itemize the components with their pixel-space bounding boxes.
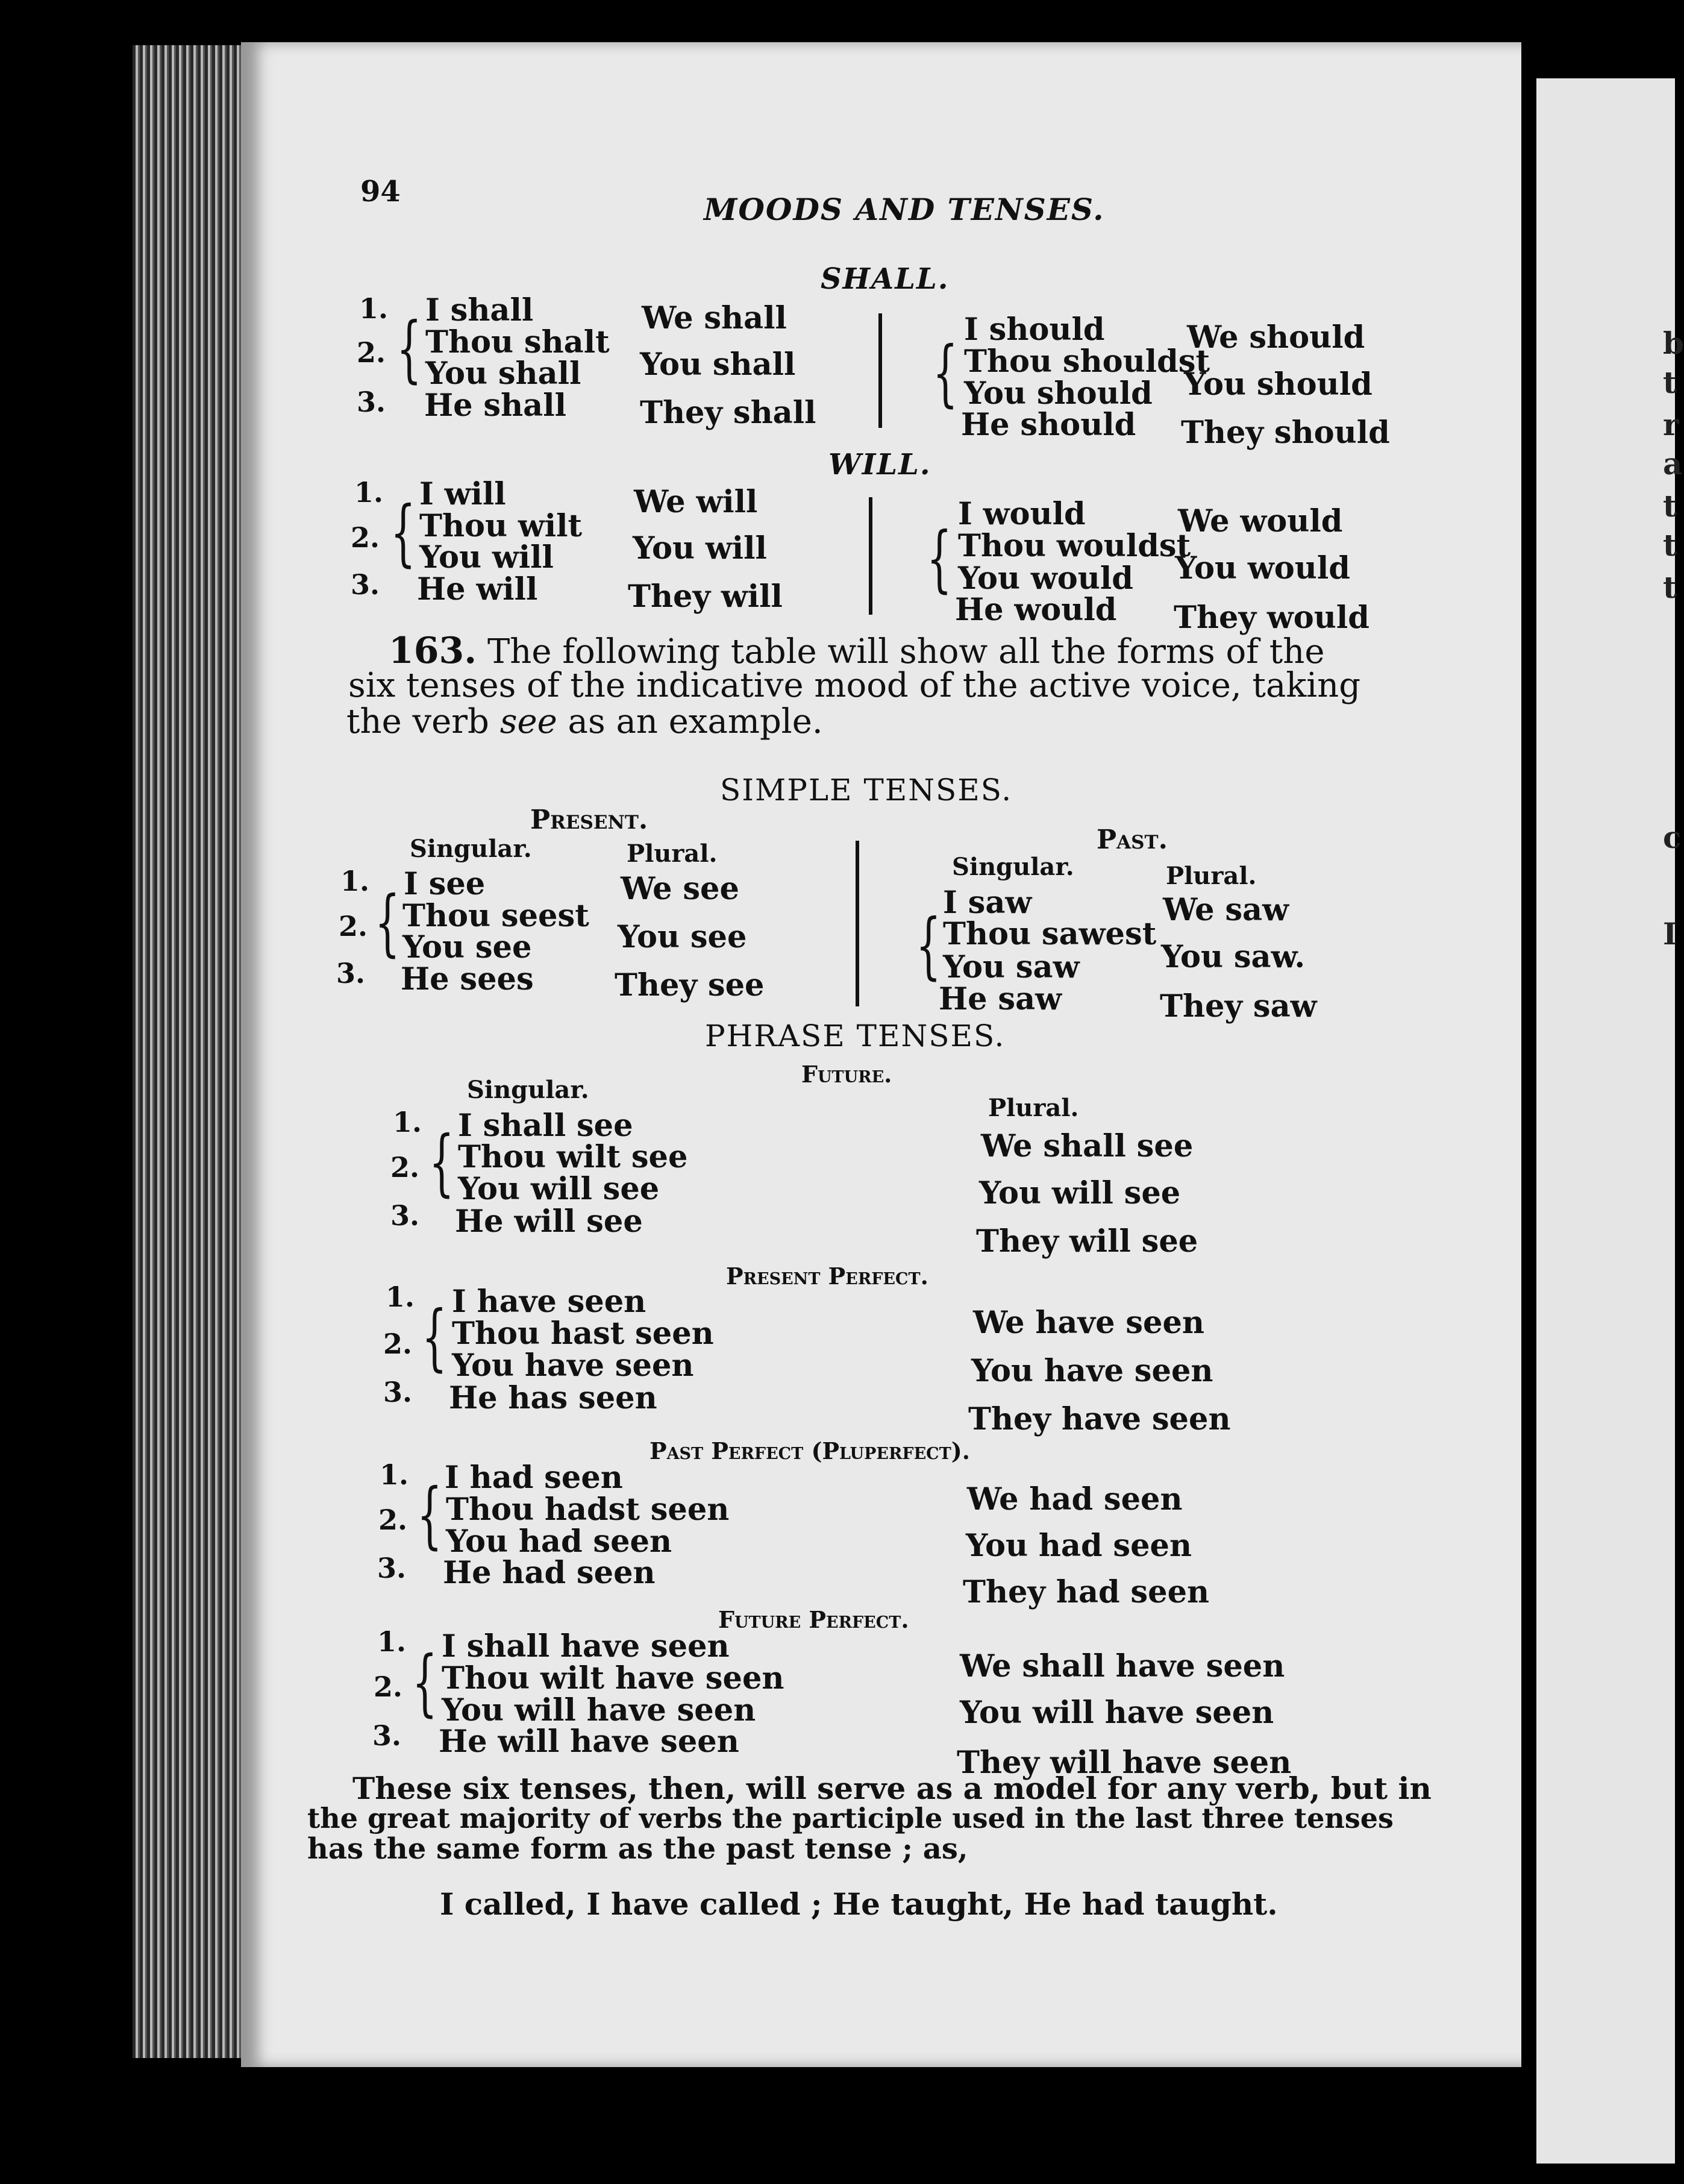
person-number: 1. xyxy=(359,292,389,325)
should-singular: He should xyxy=(961,407,1136,443)
facing-page-letter: I xyxy=(1663,916,1677,952)
facing-page-letter: a xyxy=(1663,446,1683,482)
plural-label: Plural. xyxy=(988,1094,1079,1122)
past-perfect-singular: He had seen xyxy=(443,1555,656,1591)
future-perfect-singular: You will have seen xyxy=(442,1692,756,1728)
past-plural: We saw xyxy=(1163,892,1289,928)
paragraph-number: 163. xyxy=(389,630,477,672)
future-heading: Future. xyxy=(801,1061,892,1088)
simple-tenses-heading: SIMPLE TENSES. xyxy=(720,773,1013,808)
future-singular: I shall see xyxy=(458,1108,633,1144)
would-plural: You would xyxy=(1175,550,1350,586)
would-singular: You would xyxy=(958,560,1133,597)
future-plural: They will see xyxy=(976,1223,1198,1260)
closing-example: I called, I have called ; He taught, He had taught. xyxy=(440,1886,1278,1922)
paragraph-text: The following table will show all the forms of the xyxy=(487,632,1325,671)
person-number: 1. xyxy=(393,1106,422,1138)
will-plural: You will xyxy=(633,530,767,566)
plural-label: Plural. xyxy=(627,839,718,868)
shall-plural: You shall xyxy=(640,347,796,383)
brace-icon: { xyxy=(412,1641,437,1725)
future-plural: You will see xyxy=(979,1175,1181,1211)
brace-icon: { xyxy=(375,881,400,965)
should-singular: You should xyxy=(964,375,1153,412)
should-plural: You should xyxy=(1184,366,1373,403)
would-plural: They would xyxy=(1174,600,1369,636)
should-plural: We should xyxy=(1187,319,1365,356)
shall-plural: We shall xyxy=(642,300,787,336)
past-perfect-heading: Past Perfect (Pluperfect). xyxy=(649,1437,970,1464)
past-heading: Past. xyxy=(1097,824,1168,855)
past-perfect-singular: Thou hadst seen xyxy=(446,1492,730,1528)
facing-page-letter: t xyxy=(1663,527,1677,563)
facing-page-letter: t xyxy=(1663,488,1677,524)
person-number: 1. xyxy=(386,1281,415,1313)
brace-icon: { xyxy=(390,491,416,575)
shall-singular: I shall xyxy=(425,292,534,328)
will-singular: He will xyxy=(417,571,538,607)
phrase-tenses-heading: PHRASE TENSES. xyxy=(705,1018,1006,1053)
future-perfect-singular: I shall have seen xyxy=(442,1628,730,1665)
facing-page-letter: t xyxy=(1663,365,1677,400)
person-number: 2. xyxy=(374,1671,403,1703)
present-plural: You see xyxy=(618,919,747,955)
future-perfect-plural: You will have seen xyxy=(960,1695,1274,1731)
column-divider xyxy=(869,497,872,615)
brace-icon: { xyxy=(422,1296,447,1379)
will-plural: They will xyxy=(628,579,783,615)
present-plural: They see xyxy=(615,967,765,1003)
future-singular: He will see xyxy=(455,1203,643,1240)
past-singular: He saw xyxy=(939,981,1062,1017)
future-singular: Thou wilt see xyxy=(458,1139,688,1175)
shall-singular: Thou shalt xyxy=(425,324,610,360)
will-plural: We will xyxy=(634,484,758,520)
brace-icon: { xyxy=(429,1121,454,1205)
plural-label: Plural. xyxy=(1166,862,1257,890)
shall-singular: You shall xyxy=(425,356,581,392)
present-perfect-singular: I have seen xyxy=(452,1284,646,1320)
should-singular: Thou shouldst xyxy=(964,344,1210,380)
present-perfect-plural: They have seen xyxy=(968,1401,1231,1437)
present-perfect-heading: Present Perfect. xyxy=(726,1263,928,1290)
person-number: 3. xyxy=(390,1199,420,1232)
person-number: 2. xyxy=(357,336,386,369)
present-perfect-singular: Thou hast seen xyxy=(452,1316,714,1352)
person-number: 3. xyxy=(351,568,380,601)
present-singular: Thou seest xyxy=(402,898,589,934)
future-perfect-singular: Thou wilt have seen xyxy=(442,1660,784,1696)
closing-line-3: has the same form as the past tense ; as, xyxy=(307,1832,968,1866)
present-heading: Present. xyxy=(530,805,648,835)
person-number: 2. xyxy=(390,1151,420,1184)
singular-label: Singular. xyxy=(410,835,532,863)
facing-page-letter: b xyxy=(1663,325,1684,361)
paragraph-text: the verb xyxy=(346,702,500,741)
future-plural: We shall see xyxy=(981,1128,1194,1164)
person-number: 3. xyxy=(372,1719,402,1752)
past-perfect-singular: You had seen xyxy=(446,1523,672,1560)
paragraph-163-line-2: six tenses of the indicative mood of the active voice, taking xyxy=(348,666,1361,705)
would-plural: We would xyxy=(1178,503,1343,539)
brace-icon: { xyxy=(396,307,422,391)
future-perfect-plural: They will have seen xyxy=(957,1745,1292,1781)
brace-icon: { xyxy=(927,517,952,601)
paragraph-163-line-3 xyxy=(346,702,823,741)
should-plural: They should xyxy=(1181,415,1390,451)
shall-heading: SHALL. xyxy=(821,262,950,296)
person-number: 3. xyxy=(383,1376,413,1408)
should-singular: I should xyxy=(964,312,1105,348)
future-perfect-singular: He will have seen xyxy=(439,1724,739,1760)
person-number: 2. xyxy=(383,1328,413,1360)
brace-icon: { xyxy=(417,1473,442,1557)
person-number: 1. xyxy=(354,476,384,509)
past-perfect-plural: They had seen xyxy=(963,1574,1210,1610)
person-number: 2. xyxy=(339,910,368,943)
present-singular: I see xyxy=(404,866,486,902)
person-number: 3. xyxy=(357,386,386,418)
past-singular: I saw xyxy=(943,885,1032,921)
closing-line-1: These six tenses, then, will serve as a model for any verb, but in xyxy=(352,1771,1432,1806)
present-singular: You see xyxy=(402,929,532,965)
page-number: 94 xyxy=(360,175,401,209)
past-perfect-plural: You had seen xyxy=(966,1528,1192,1564)
facing-page-letter: t xyxy=(1663,570,1677,605)
future-singular: You will see xyxy=(458,1171,660,1207)
would-singular: He would xyxy=(955,592,1117,628)
present-perfect-singular: He has seen xyxy=(449,1380,657,1416)
facing-page-fragment xyxy=(1536,78,1684,2164)
past-plural: You saw. xyxy=(1161,939,1306,975)
past-perfect-singular: I had seen xyxy=(445,1460,623,1496)
future-perfect-heading: Future Perfect. xyxy=(718,1606,909,1633)
brace-icon: { xyxy=(916,904,941,988)
present-perfect-plural: We have seen xyxy=(973,1305,1204,1341)
present-perfect-singular: You have seen xyxy=(452,1348,694,1384)
brace-icon: { xyxy=(933,331,958,415)
singular-label: Singular. xyxy=(952,853,1074,881)
person-number: 1. xyxy=(380,1458,409,1491)
running-head: MOODS AND TENSES. xyxy=(704,192,1105,227)
closing-line-2: the great majority of verbs the participle used in the last three tenses xyxy=(307,1802,1394,1834)
past-singular: You saw xyxy=(943,949,1080,985)
example-verb: see xyxy=(499,702,557,741)
person-number: 1. xyxy=(377,1625,407,1658)
singular-label: Singular. xyxy=(467,1076,589,1104)
will-singular: You will xyxy=(419,539,554,576)
present-perfect-plural: You have seen xyxy=(971,1353,1213,1389)
past-plural: They saw xyxy=(1160,988,1317,1025)
column-divider xyxy=(856,841,859,1006)
would-singular: Thou wouldst xyxy=(958,528,1191,564)
past-singular: Thou sawest xyxy=(943,916,1157,952)
present-singular: He sees xyxy=(401,961,534,997)
facing-page-letter: r xyxy=(1663,407,1679,442)
person-number: 2. xyxy=(351,521,380,554)
future-perfect-plural: We shall have seen xyxy=(960,1648,1285,1684)
person-number: 1. xyxy=(340,865,370,897)
column-divider xyxy=(878,313,882,428)
would-singular: I would xyxy=(958,496,1086,532)
past-perfect-plural: We had seen xyxy=(967,1481,1183,1517)
will-heading: WILL. xyxy=(828,448,931,482)
will-singular: Thou wilt xyxy=(419,508,583,544)
shall-plural: They shall xyxy=(640,395,816,431)
shall-singular: He shall xyxy=(424,388,566,424)
present-plural: We see xyxy=(621,871,739,907)
book-page-edges xyxy=(133,45,244,2058)
person-number: 2. xyxy=(378,1504,408,1536)
paragraph-text: as an example. xyxy=(557,702,823,741)
facing-page-letter: c xyxy=(1663,820,1682,855)
person-number: 3. xyxy=(377,1552,407,1584)
will-singular: I will xyxy=(419,476,506,512)
person-number: 3. xyxy=(336,957,366,990)
